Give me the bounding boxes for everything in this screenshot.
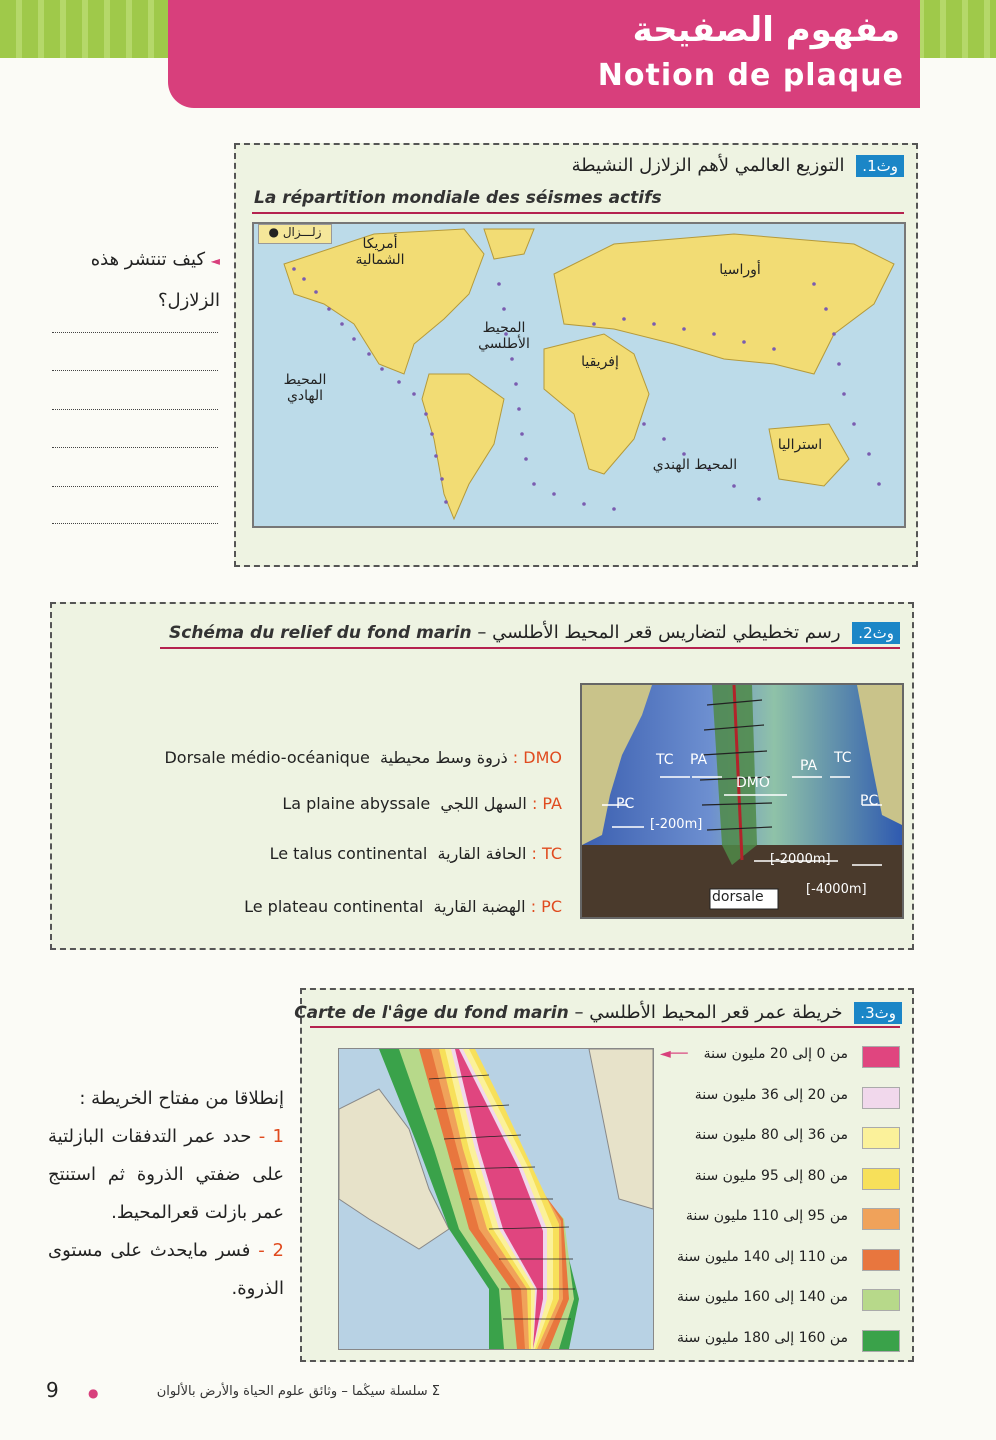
age-legend-swatch (862, 1168, 900, 1190)
answer-line-6[interactable] (52, 523, 218, 524)
seafloor-age-map (338, 1048, 654, 1350)
doc1-title (572, 155, 904, 177)
doc3-intro: إنطلاقا من مفتاح الخريطة : (79, 1088, 284, 1109)
doc2-title-ar: رسم تخطيطي لتضاريس قعر المحيط الأطلسي – (477, 622, 841, 643)
doc1-question-text: كيف تنتشر هذه الزلازل؟ (90, 249, 220, 311)
doc3-title-fr: Carte de l'âge du fond marin (294, 1003, 569, 1023)
diagram-dorsale-label: dorsale (712, 889, 764, 905)
page-number: 9 (46, 1378, 59, 1402)
age-legend-swatch (862, 1289, 900, 1311)
diagram-pa-right: PA (800, 758, 818, 774)
australia-shape (769, 424, 849, 486)
age-legend-row (660, 1208, 900, 1232)
diagram-tc-left: TC (656, 752, 674, 768)
age-legend-swatch (862, 1249, 900, 1271)
page-title-fr: Notion de plaque (597, 58, 904, 93)
label-eurasia: أوراسيا (719, 262, 761, 278)
diagram-depth-4000: [-4000m] (806, 882, 867, 897)
label-pacific: المحيط الهادي (283, 372, 327, 404)
doc1-tag: وث1. (856, 155, 904, 177)
age-legend-swatch (862, 1330, 900, 1352)
doc1-underline (252, 212, 904, 214)
age-map-svg (339, 1049, 653, 1349)
relief-item-pa (282, 794, 562, 813)
q2-number: 2 - (258, 1240, 284, 1261)
doc1-title-ar: التوزيع العالمي لأهم الزلازل النشيطة (571, 155, 845, 176)
age-legend-label: من 36 إلى 80 مليون سنة (694, 1127, 848, 1143)
age-legend-row (660, 1046, 900, 1070)
south-america-shape (422, 374, 504, 519)
age-legend-label: من 95 إلى 110 مليون سنة (685, 1208, 848, 1224)
footer-dot: ● (88, 1386, 99, 1400)
doc3-title-ar: خريطة عمر قعر المحيط الأطلسي – (574, 1002, 843, 1023)
relief-fr: Le talus continental (269, 844, 428, 863)
doc3-tag: وث3. (854, 1002, 902, 1024)
relief-fr: La plaine abyssale (282, 794, 431, 813)
relief-item-dmo (164, 748, 562, 767)
relief-item-tc (270, 844, 562, 863)
diagram-pc-left: PC (616, 796, 635, 812)
age-legend-row (660, 1289, 900, 1313)
age-legend-swatch (862, 1127, 900, 1149)
relief-ar: الحافة القارية (437, 844, 527, 863)
age-legend-row (660, 1087, 900, 1111)
age-legend-label: من 80 إلى 95 مليون سنة (694, 1167, 848, 1184)
age-legend-swatch (862, 1087, 900, 1109)
relief-item-pc (244, 897, 562, 916)
relief-code: : PA (531, 794, 562, 813)
doc3-question-1 (48, 1118, 284, 1232)
age-legend-row (660, 1168, 900, 1192)
q1-number: 1 - (258, 1126, 284, 1147)
age-legend-label: من 160 إلى 180 مليون سنة (676, 1329, 848, 1346)
diagram-pc-right: PC (860, 793, 879, 809)
page-title-ar: مفهوم الصفيحة (632, 10, 900, 50)
relief-code: : TC (531, 844, 562, 863)
doc3-questions (48, 1080, 284, 1308)
age-legend-label: من 140 إلى 160 مليون سنة (676, 1289, 848, 1305)
map-legend: زلـــزال ● (258, 224, 332, 244)
greenland-shape (484, 229, 534, 259)
q1-text: حدد عمر التدفقات البازلتية على ضفتي الذروة ثم استنتج عمر بازلت قعرالمحيط. (48, 1126, 284, 1223)
answer-line-1[interactable] (52, 332, 218, 333)
earthquake-legend-label: زلـــزال (282, 225, 322, 239)
age-legend-label: من 0 إلى 20 مليون سنة (703, 1046, 848, 1062)
age-arrow-icon: ◄── (660, 1046, 688, 1062)
doc2-tag: وث2. (852, 622, 900, 644)
diagram-pa-left: PA (690, 752, 708, 768)
world-map-svg (254, 224, 904, 526)
answer-line-3[interactable] (52, 409, 218, 410)
age-legend-row (660, 1330, 900, 1354)
age-legend-row (660, 1249, 900, 1273)
answer-line-4[interactable] (52, 447, 218, 448)
diagram-depth-2000: [-2000m] (770, 852, 831, 867)
label-africa: إفريقيا (581, 354, 619, 370)
label-north-america: أمريكا الشمالية (355, 236, 405, 268)
age-legend-row (660, 1127, 900, 1151)
label-australia: استراليا (777, 437, 823, 453)
doc3-question-2 (48, 1232, 284, 1308)
age-legend-label: من 20 إلى 36 مليون سنة (694, 1086, 848, 1103)
answer-line-2[interactable] (52, 370, 218, 371)
relief-code: : DMO (512, 748, 562, 767)
bullet-icon: ◄ (210, 254, 220, 268)
diagram-depth-200: [-200m] (650, 817, 703, 832)
relief-ar: الهضبة القارية (433, 897, 526, 916)
age-legend-label: من 110 إلى 140 مليون سنة (676, 1248, 848, 1265)
diagram-tc-right: TC (834, 750, 852, 766)
relief-fr: Dorsale médio-océanique (164, 748, 370, 767)
q2-text: فسر مايحدث على مستوى الذروة. (48, 1240, 284, 1299)
footer-series: Σ سلسلة سيڭما – وثائق علوم الحياة والأرض بالألوان (156, 1384, 440, 1399)
doc2-underline (160, 647, 900, 649)
doc3-underline (310, 1026, 900, 1028)
relief-ar: السهل اللجي (440, 794, 527, 813)
doc1-title-fr: La répartition mondiale des séismes actifs (254, 188, 662, 208)
relief-code: : PC (530, 897, 562, 916)
relief-ar: ذروة وسط محيطية (379, 748, 508, 767)
age-legend-swatch (862, 1208, 900, 1230)
age-legend-swatch (862, 1046, 900, 1068)
doc2-title (169, 622, 900, 644)
label-atlantic: المحيط الأطلسي (478, 320, 530, 352)
doc3-title (294, 1002, 902, 1024)
label-indian-ocean: المحيط الهندي (652, 457, 738, 473)
diagram-dmo: DMO (736, 775, 770, 791)
doc2-title-fr: Schéma du relief du fond marin (169, 623, 472, 643)
relief-fr: Le plateau continental (244, 897, 424, 916)
doc1-question (50, 240, 220, 321)
answer-line-5[interactable] (52, 486, 218, 487)
